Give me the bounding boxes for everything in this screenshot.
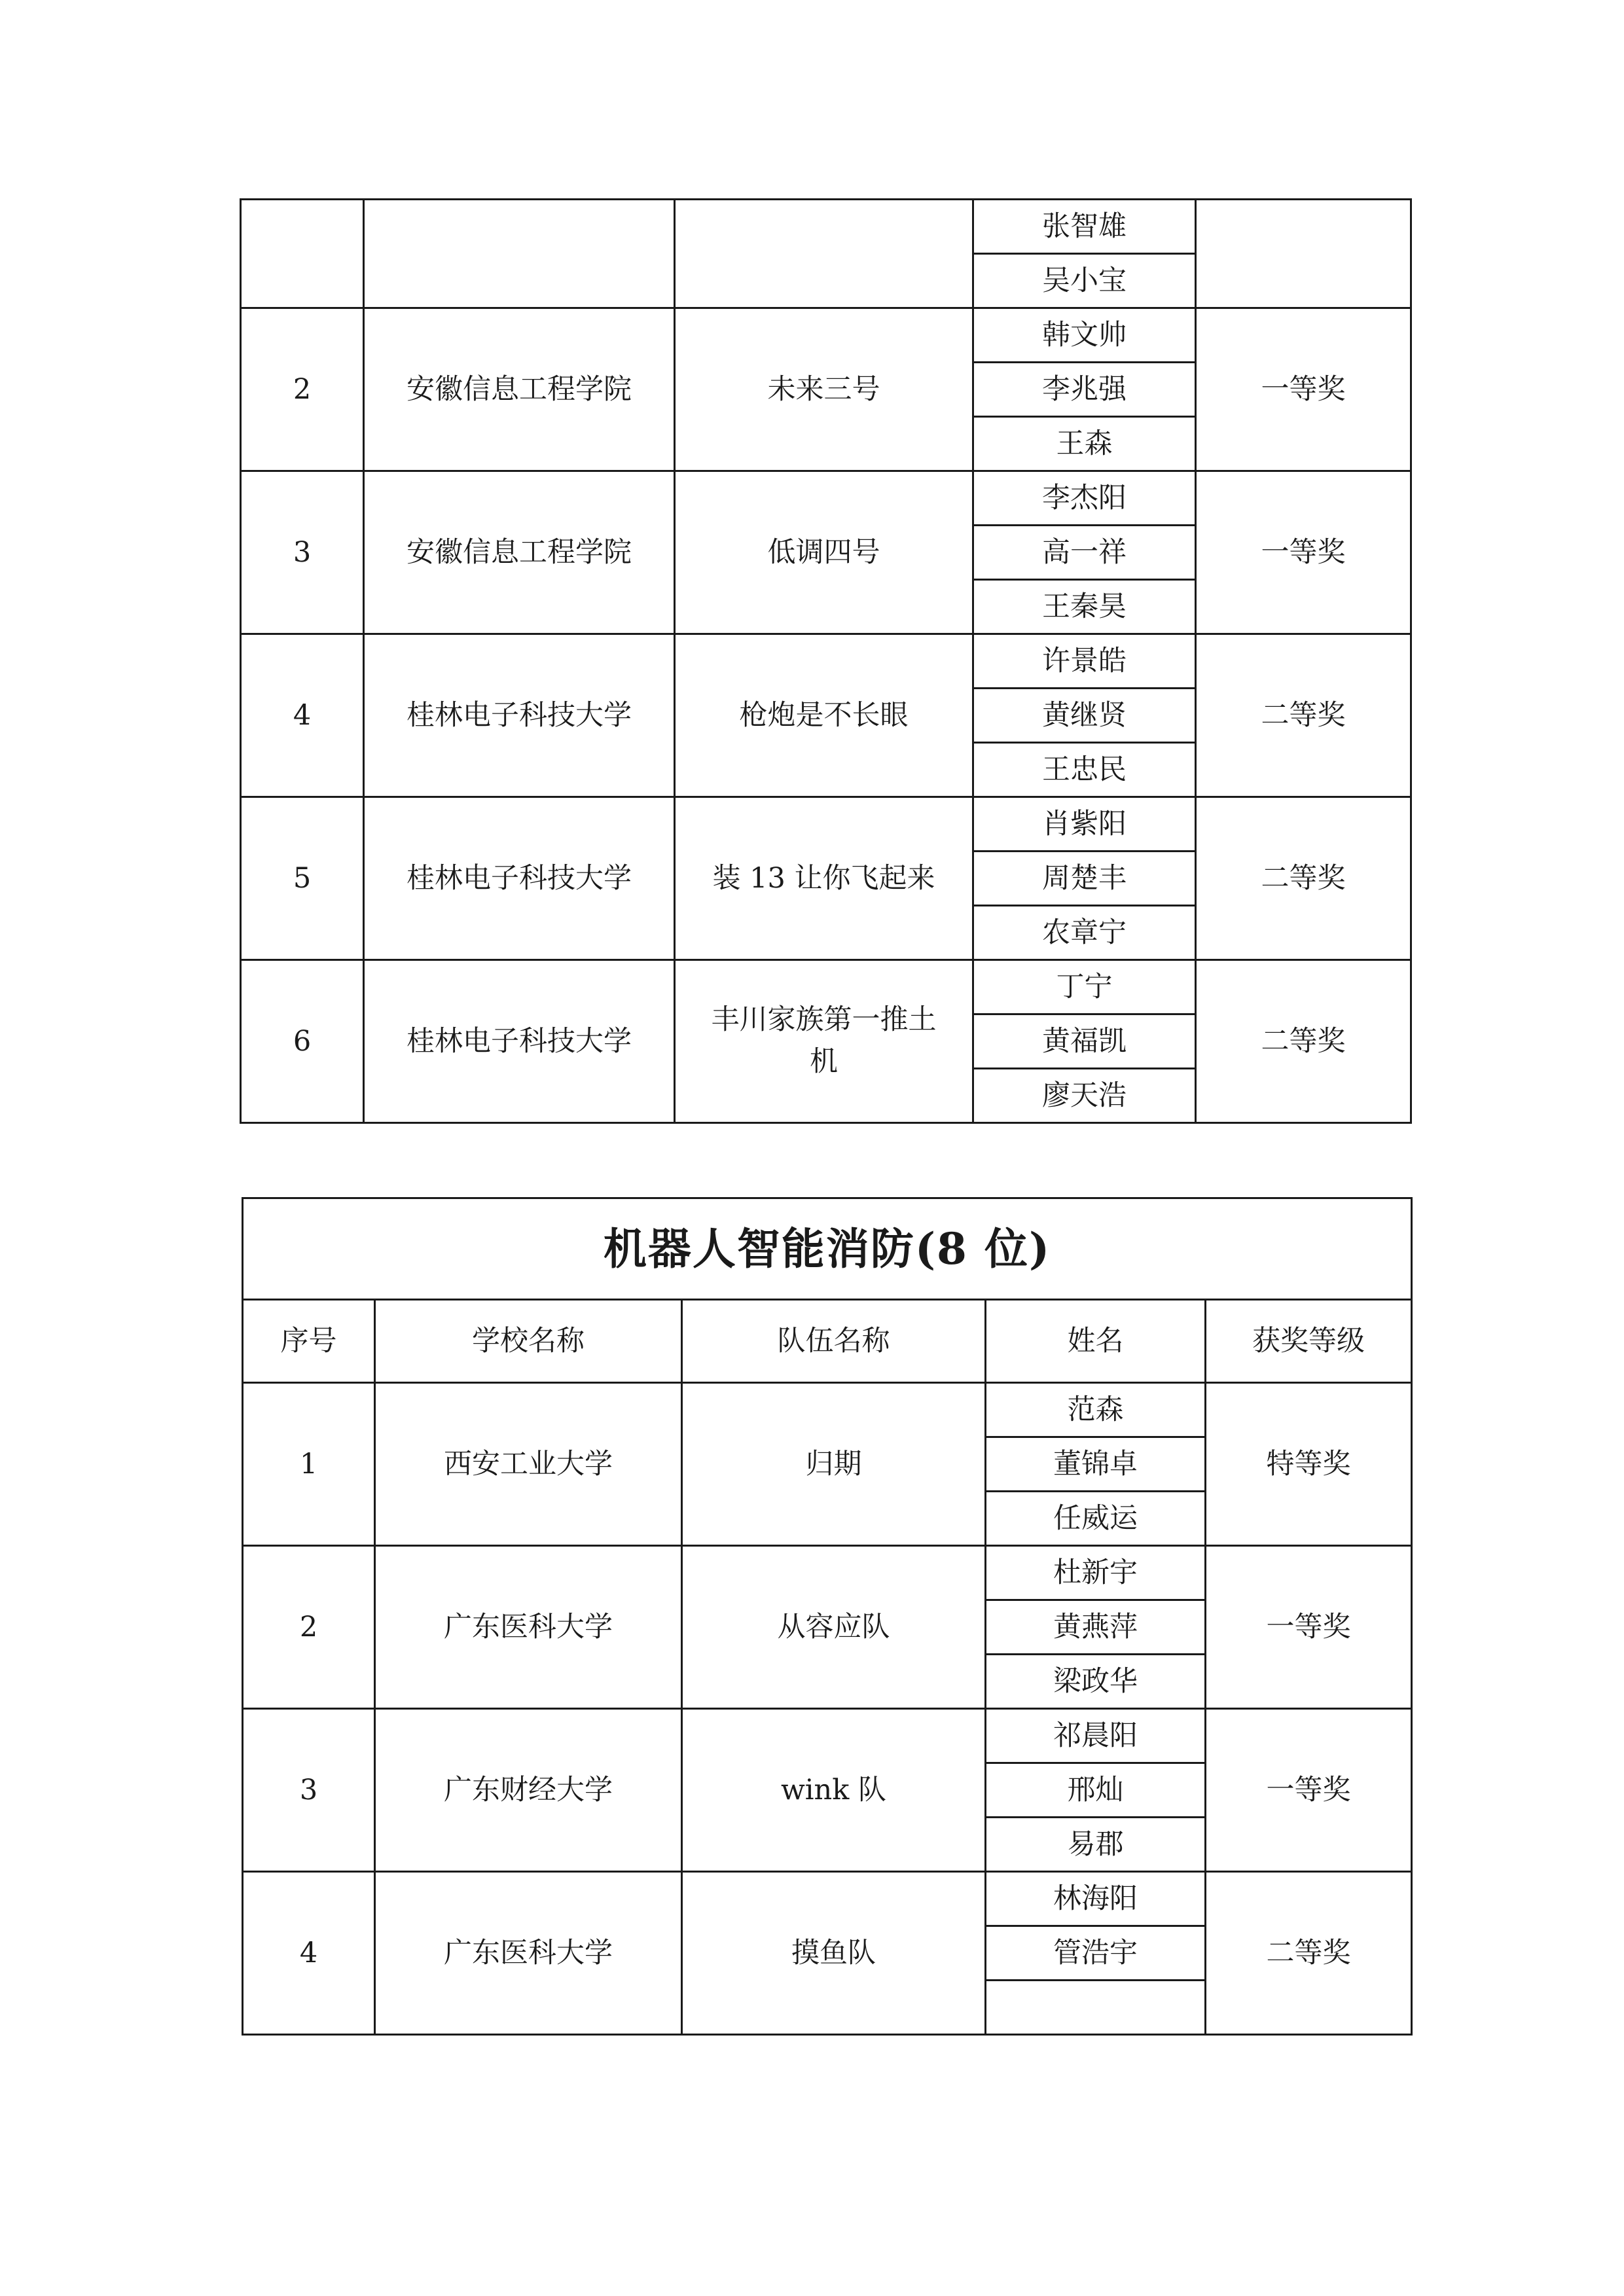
school-cell: 西安工业大学 bbox=[375, 1383, 682, 1546]
member-cell: 肖紫阳 bbox=[973, 797, 1196, 852]
school-cell: 广东医科大学 bbox=[375, 1872, 682, 2035]
school-cell bbox=[364, 200, 675, 308]
table-row bbox=[241, 200, 1411, 254]
table-row bbox=[241, 634, 1411, 689]
award-cell: 二等奖 bbox=[1196, 797, 1411, 960]
table-row bbox=[243, 1546, 1412, 1600]
table-row bbox=[241, 308, 1411, 363]
header-name: 姓名 bbox=[986, 1300, 1206, 1383]
member-cell: 管浩宇 bbox=[986, 1926, 1206, 1981]
member-cell: 李杰阳 bbox=[973, 471, 1196, 526]
member-cell: 周楚丰 bbox=[973, 852, 1196, 906]
table-row bbox=[241, 471, 1411, 526]
table-row bbox=[243, 1383, 1412, 1437]
team-cell: 枪炮是不长眼 bbox=[675, 634, 973, 797]
member-cell: 王秦昊 bbox=[973, 580, 1196, 634]
member-cell: 董锦卓 bbox=[986, 1437, 1206, 1492]
school-cell: 桂林电子科技大学 bbox=[364, 797, 675, 960]
award-cell bbox=[1196, 200, 1411, 308]
award-cell: 一等奖 bbox=[1206, 1546, 1412, 1709]
member-cell: 高一祥 bbox=[973, 526, 1196, 580]
award-cell: 二等奖 bbox=[1206, 1872, 1412, 2035]
member-cell: 王森 bbox=[973, 417, 1196, 471]
member-cell: 任威运 bbox=[986, 1492, 1206, 1546]
member-cell: 韩文帅 bbox=[973, 308, 1196, 363]
table-header-row bbox=[243, 1300, 1412, 1383]
member-cell: 黄福凯 bbox=[973, 1014, 1196, 1069]
member-cell: 杜新宇 bbox=[986, 1546, 1206, 1600]
member-cell: 梁政华 bbox=[986, 1655, 1206, 1709]
award-cell: 二等奖 bbox=[1196, 634, 1411, 797]
awards-table-continued bbox=[240, 198, 1412, 1124]
table-title: 机器人智能消防(8 位) bbox=[243, 1198, 1412, 1300]
award-cell: 一等奖 bbox=[1196, 308, 1411, 471]
seq-cell: 5 bbox=[241, 797, 364, 960]
school-cell: 广东医科大学 bbox=[375, 1546, 682, 1709]
member-cell: 祁晨阳 bbox=[986, 1709, 1206, 1763]
table-row bbox=[243, 1709, 1412, 1763]
seq-cell: 3 bbox=[243, 1709, 375, 1872]
member-cell: 丁宁 bbox=[973, 960, 1196, 1014]
team-cell: 未来三号 bbox=[675, 308, 973, 471]
header-seq: 序号 bbox=[243, 1300, 375, 1383]
header-award: 获奖等级 bbox=[1206, 1300, 1412, 1383]
team-cell: 低调四号 bbox=[675, 471, 973, 634]
award-cell: 一等奖 bbox=[1206, 1709, 1412, 1872]
seq-cell: 6 bbox=[241, 960, 364, 1123]
team-cell: 归期 bbox=[682, 1383, 986, 1546]
member-cell: 王忠民 bbox=[973, 743, 1196, 797]
team-cell: wink 队 bbox=[682, 1709, 986, 1872]
table-title-row bbox=[243, 1198, 1412, 1300]
school-cell: 安徽信息工程学院 bbox=[364, 308, 675, 471]
team-cell: 装 13 让你飞起来 bbox=[675, 797, 973, 960]
member-cell: 易郡 bbox=[986, 1818, 1206, 1872]
school-cell: 桂林电子科技大学 bbox=[364, 960, 675, 1123]
award-cell: 二等奖 bbox=[1196, 960, 1411, 1123]
team-cell bbox=[675, 960, 973, 1123]
member-cell: 黄继贤 bbox=[973, 689, 1196, 743]
header-school: 学校名称 bbox=[375, 1300, 682, 1383]
award-cell: 一等奖 bbox=[1196, 471, 1411, 634]
team-cell: 从容应队 bbox=[682, 1546, 986, 1709]
table-row bbox=[243, 1872, 1412, 1926]
member-cell: 林海阳 bbox=[986, 1872, 1206, 1926]
seq-cell: 4 bbox=[241, 634, 364, 797]
seq-cell: 4 bbox=[243, 1872, 375, 2035]
team-name-wrapped: 丰川家族第一推土机 bbox=[711, 1003, 937, 1079]
awards-table-fire-fighting bbox=[242, 1197, 1413, 2036]
member-cell: 吴小宝 bbox=[973, 254, 1196, 308]
school-cell: 桂林电子科技大学 bbox=[364, 634, 675, 797]
school-cell: 广东财经大学 bbox=[375, 1709, 682, 1872]
seq-cell: 2 bbox=[243, 1546, 375, 1709]
member-cell: 李兆强 bbox=[973, 363, 1196, 417]
member-cell: 范森 bbox=[986, 1383, 1206, 1437]
member-cell: 黄燕萍 bbox=[986, 1600, 1206, 1655]
school-cell: 安徽信息工程学院 bbox=[364, 471, 675, 634]
award-cell: 特等奖 bbox=[1206, 1383, 1412, 1546]
member-cell: 张智雄 bbox=[973, 200, 1196, 254]
seq-cell bbox=[241, 200, 364, 308]
member-cell bbox=[986, 1981, 1206, 2035]
member-cell: 廖天浩 bbox=[973, 1069, 1196, 1123]
member-cell: 许景皓 bbox=[973, 634, 1196, 689]
seq-cell: 1 bbox=[243, 1383, 375, 1546]
table-row bbox=[241, 797, 1411, 852]
member-cell: 邢灿 bbox=[986, 1763, 1206, 1818]
table-row bbox=[241, 960, 1411, 1014]
team-cell: 摸鱼队 bbox=[682, 1872, 986, 2035]
seq-cell: 2 bbox=[241, 308, 364, 471]
team-cell bbox=[675, 200, 973, 308]
header-team: 队伍名称 bbox=[682, 1300, 986, 1383]
seq-cell: 3 bbox=[241, 471, 364, 634]
member-cell: 农章宁 bbox=[973, 906, 1196, 960]
